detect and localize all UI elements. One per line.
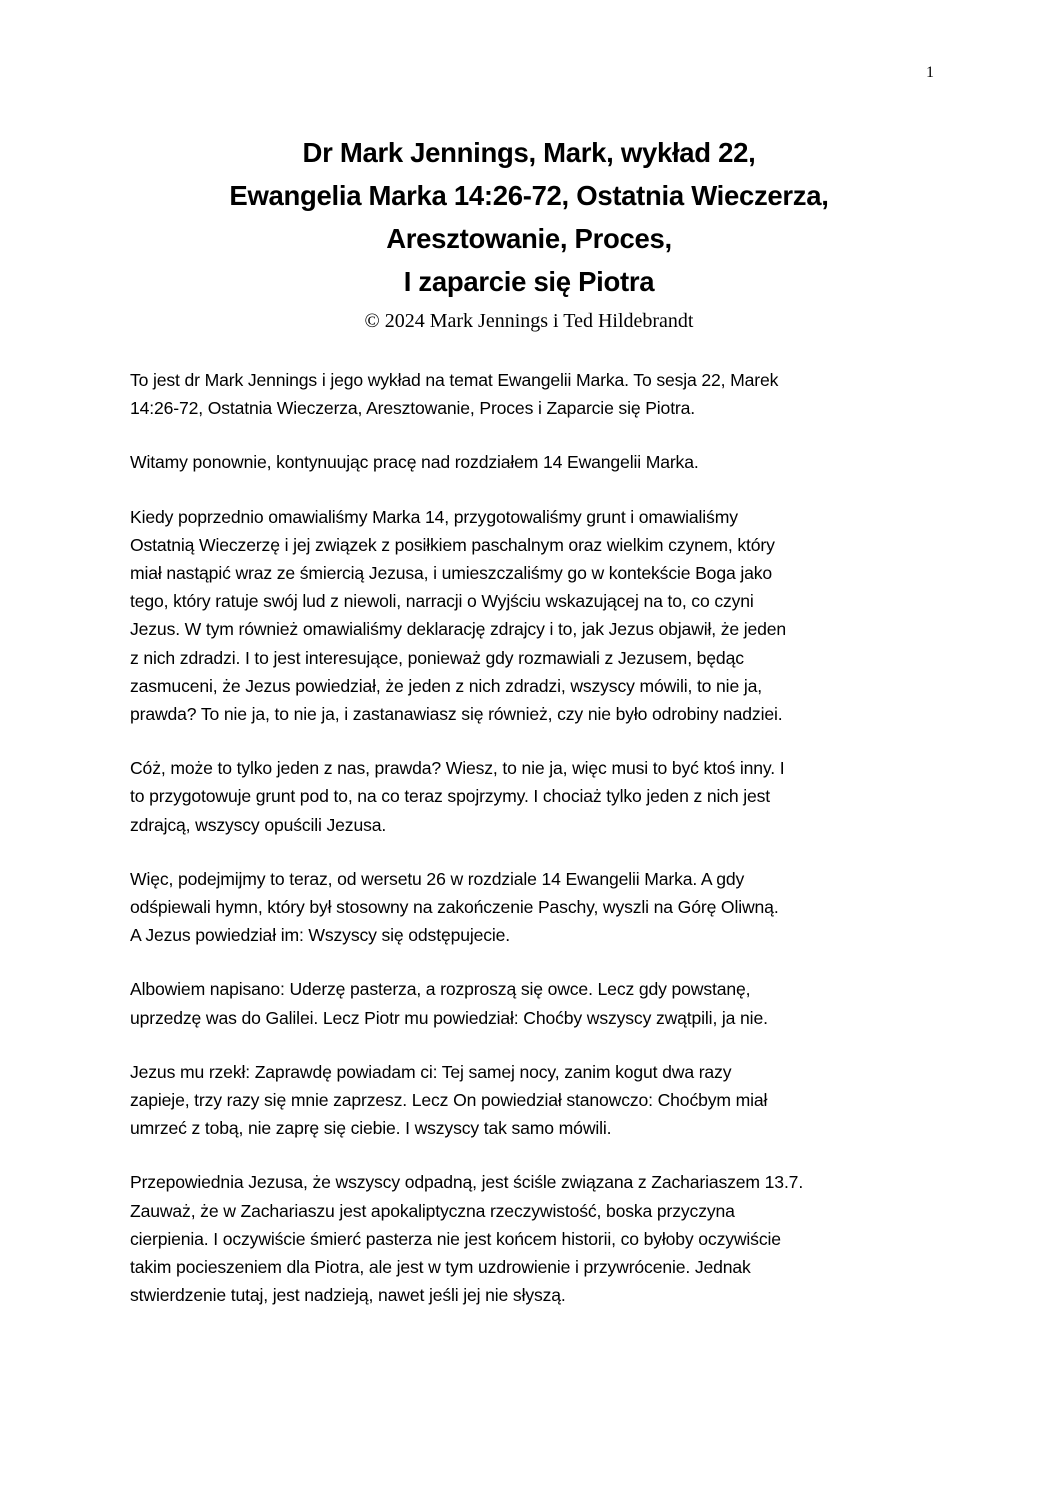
title-line: Ewangelia Marka 14:26-72, Ostatnia Wieczerza, — [229, 180, 829, 211]
document-body — [130, 366, 950, 1335]
paragraph — [130, 503, 950, 729]
copyright-notice: © 2024 Mark Jennings i Ted Hildebrandt — [364, 310, 694, 332]
text-line: uprzedzę was do Galilei. Lecz Piotr mu powiedział: Choćby wszyscy zwątpili, ja nie. — [130, 1007, 768, 1028]
text-line: Ostatnią Wieczerzę i jej związek z posiłkiem paschalnym oraz wielkim czynem, który — [130, 534, 775, 555]
text-line: Zauważ, że w Zachariaszu jest apokaliptyczna rzeczywistość, boska przyczyna — [130, 1200, 735, 1221]
text-line: zapieje, trzy razy się mnie zaprzesz. Lecz On powiedział stanowczo: Choćbym miał — [130, 1090, 768, 1111]
text-line: miał nastąpić wraz ze śmiercią Jezusa, i umieszczaliśmy go w kontekście Boga jako — [130, 563, 772, 584]
text-line: cierpienia. I oczywiście śmierć pasterza nie jest końcem historii, co byłoby oczywiście — [130, 1228, 781, 1249]
text-line: takim pocieszeniem dla Piotra, ale jest w tym uzdrowienie i przywrócenie. Jednak — [130, 1257, 751, 1278]
text-line: Cóż, może to tylko jeden z nas, prawda? Wiesz, to nie ja, więc musi to być ktoś inny. I — [130, 758, 785, 779]
text-line: Przepowiednia Jezusa, że wszyscy odpadną, jest ściśle związana z Zachariaszem 13.7. — [130, 1172, 804, 1193]
text-line: zdrajcą, wszyscy opuścili Jezusa. — [130, 814, 387, 835]
text-line: z nich zdradzi. I to jest interesujące, ponieważ gdy rozmawiali z Jezusem, będąc — [130, 647, 744, 668]
text-line: zasmuceni, że Jezus powiedział, że jeden z nich zdradzi, wszyscy mówili, to nie ja, — [130, 675, 762, 696]
paragraph — [130, 1168, 950, 1309]
text-line: Albowiem napisano: Uderzę pasterza, a rozproszą się owce. Lecz gdy powstanę, — [130, 979, 751, 1000]
text-line: odśpiewali hymn, który był stosowny na zakończenie Paschy, wyszli na Górę Oliwną. — [130, 897, 779, 918]
text-line: prawda? To nie ja, to nie ja, i zastanawiasz się również, czy nie było odrobiny nadziei. — [130, 704, 783, 725]
text-line: umrzeć z tobą, nie zaprę się ciebie. I wszyscy tak samo mówili. — [130, 1118, 612, 1139]
text-line: Więc, podejmijmy to teraz, od wersetu 26 w rozdziale 14 Ewangelii Marka. A gdy — [130, 868, 745, 889]
title-line: Aresztowanie, Proces, — [386, 223, 672, 254]
text-line: Witamy ponownie, kontynuując pracę nad rozdziałem 14 Ewangelii Marka. — [130, 452, 699, 473]
text-line: stwierdzenie tutaj, jest nadzieją, nawet jeśli jej nie słyszą. — [130, 1285, 566, 1306]
text-line: A Jezus powiedział im: Wszyscy się odstępujecie. — [130, 925, 511, 946]
paragraph — [130, 865, 950, 950]
paragraph — [130, 448, 950, 476]
paragraph — [130, 366, 950, 422]
text-line: Kiedy poprzednio omawialiśmy Marka 14, przygotowaliśmy grunt i omawialiśmy — [130, 506, 738, 527]
paragraph — [130, 754, 950, 839]
page-number: 1 — [926, 64, 934, 81]
title-line: I zaparcie się Piotra — [403, 266, 655, 297]
text-line: to przygotowuje grunt pod to, na co teraz spojrzymy. I chociaż tylko jeden z nich jest — [130, 786, 771, 807]
text-line: Jezus mu rzekł: Zaprawdę powiadam ci: Tej samej nocy, zanim kogut dwa razy — [130, 1061, 732, 1082]
text-line: Jezus. W tym również omawialiśmy deklarację zdrajcy i to, jak Jezus objawił, że jeden — [130, 619, 787, 640]
text-line: tego, który ratuje swój lud z niewoli, narracji o Wyjściu wskazującej na to, co czyni — [130, 591, 754, 612]
document-title — [0, 131, 1058, 303]
text-line: To jest dr Mark Jennings i jego wykład na temat Ewangelii Marka. To sesja 22, Marek — [130, 370, 779, 390]
title-line: Dr Mark Jennings, Mark, wykład 22, — [302, 137, 756, 168]
text-line: 14:26-72, Ostatnia Wieczerza, Aresztowanie, Proces i Zaparcie się Piotra. — [130, 398, 696, 419]
paragraph — [130, 1058, 950, 1143]
paragraph — [130, 975, 950, 1031]
